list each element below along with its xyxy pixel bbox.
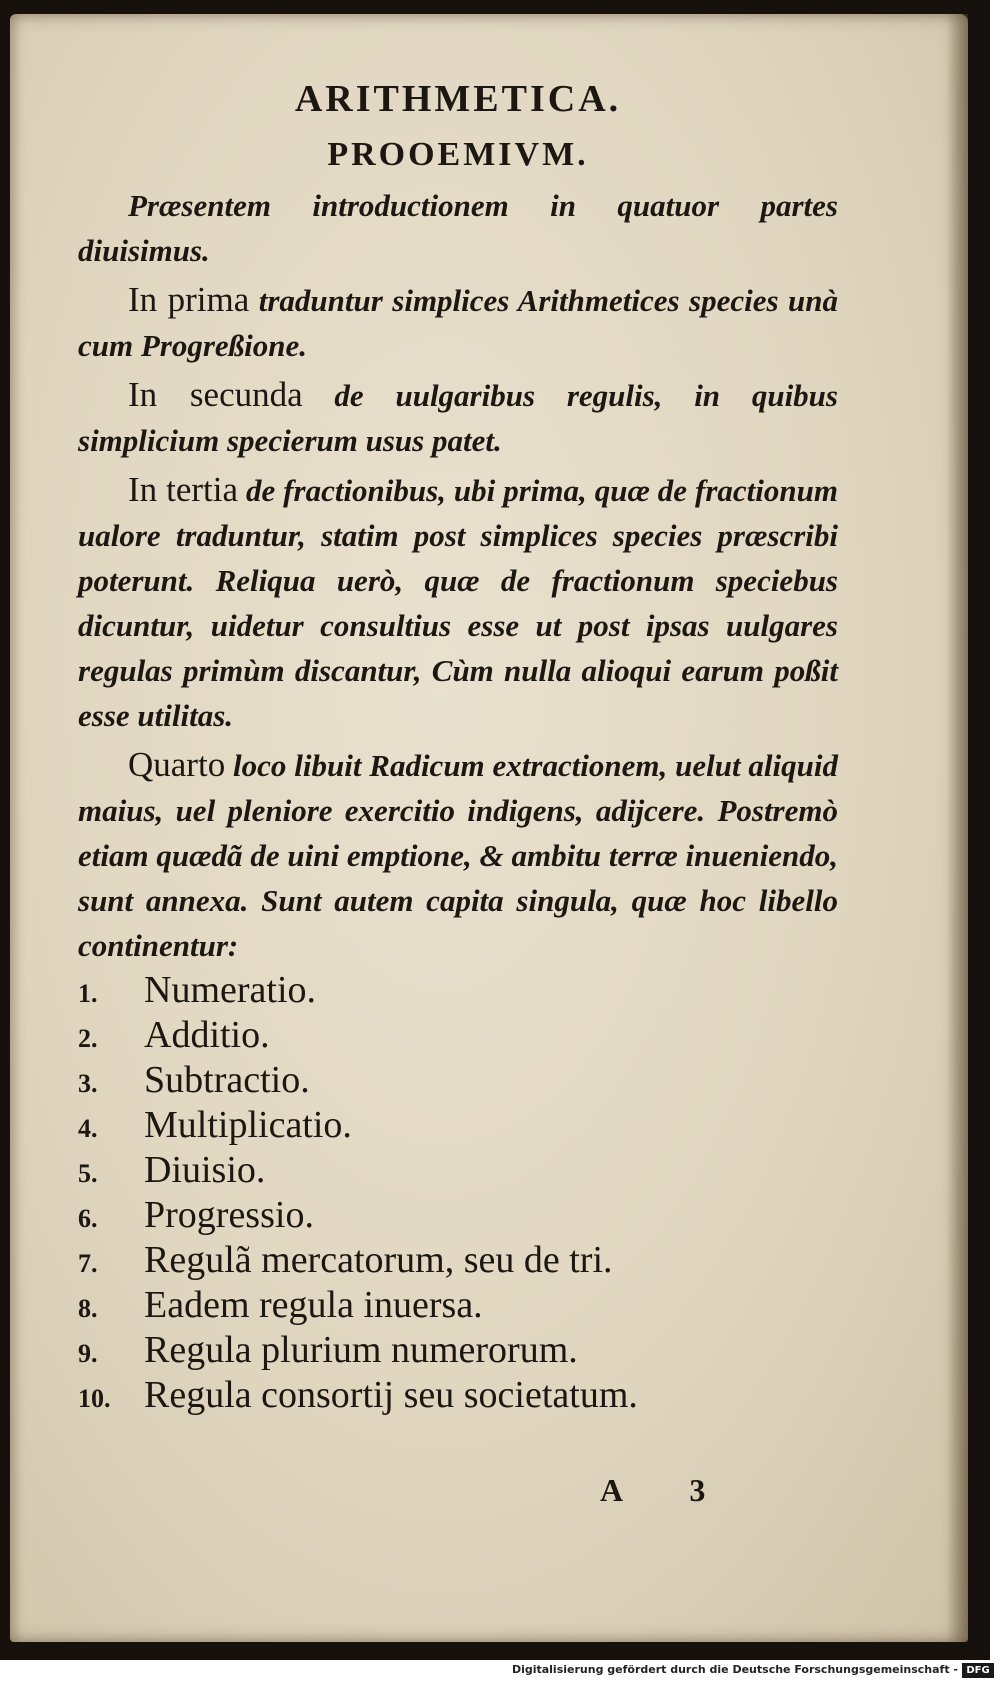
- signature-mark: A 3: [600, 1472, 736, 1508]
- paragraph-text: Præsentem introductionem in quatuor partes diuisimus.: [78, 188, 838, 268]
- list-item-number: 4.: [78, 1114, 98, 1143]
- page-text-block: [78, 70, 838, 1418]
- list-item: [78, 1238, 838, 1283]
- list-item-title: Regulã mercatorum, seu de tri.: [144, 1239, 613, 1281]
- list-item: [78, 1103, 838, 1148]
- list-item-number: 5.: [78, 1159, 98, 1188]
- list-item-title: Diuisio.: [144, 1149, 266, 1191]
- list-item-number: 7.: [78, 1249, 98, 1278]
- list-item-title: Multiplicatio.: [144, 1104, 352, 1146]
- paragraph-text: de uulgaribus regulis, in quibus simplicium specierum usus patet.: [78, 378, 838, 458]
- paragraph-text: loco libuit Radicum extractionem, uelut aliquid maius, uel pleniore exercitio indigens, adijcere. Postremò etiam quædã de uini emptione, & ambitu terræ inueniendo, sunt annexa. Sunt autem capita singula, quæ hoc libello continentur:: [78, 748, 838, 963]
- paragraph-lead: In secunda: [128, 375, 303, 414]
- list-item: [78, 968, 838, 1013]
- list-item-number: 6.: [78, 1204, 98, 1233]
- list-item-title: Progressio.: [144, 1194, 314, 1236]
- paragraph-secunda: [78, 372, 838, 463]
- running-head: ARITHMETICA.: [294, 78, 622, 120]
- footer-credit: Digitalisierung gefördert durch die Deutsche Forschungsgemeinschaft -: [511, 1663, 958, 1676]
- list-item-title: Regula consortij seu societatum.: [144, 1374, 638, 1416]
- dfg-logo-icon: DFG: [962, 1663, 994, 1678]
- paragraph-lead: In prima: [128, 280, 250, 319]
- list-item: [78, 1148, 838, 1193]
- list-item-number: 1.: [78, 979, 98, 1008]
- list-item-number: 10.: [78, 1384, 111, 1413]
- paragraph-prima: [78, 277, 838, 368]
- list-item-title: Additio.: [144, 1014, 270, 1056]
- list-item-title: Eadem regula inuersa.: [144, 1284, 483, 1326]
- paragraph-quarto: [78, 742, 838, 968]
- list-item-number: 8.: [78, 1294, 98, 1323]
- list-item: [78, 1328, 838, 1373]
- paragraph-lead: In tertia: [128, 470, 239, 509]
- paragraph-tertia: [78, 467, 838, 738]
- section-heading: PROOEMIVM.: [327, 136, 589, 173]
- list-item-title: Regula plurium numerorum.: [144, 1329, 578, 1371]
- list-item-number: 2.: [78, 1024, 98, 1053]
- list-item: [78, 1013, 838, 1058]
- list-item: [78, 1283, 838, 1328]
- contents-list: [78, 968, 838, 1418]
- list-item: [78, 1373, 838, 1418]
- paragraph-text: traduntur simplices Arithmetices species unà cum Progreßione.: [78, 283, 838, 363]
- list-item-number: 3.: [78, 1069, 98, 1098]
- list-item-title: Subtractio.: [144, 1059, 310, 1101]
- list-item-number: 9.: [78, 1339, 98, 1368]
- paragraph-text: de fractionibus, ubi prima, quæ de fractionum ualore traduntur, statim post simplices species præscribi poterunt. Reliqua uerò, quæ de fractionum speciebus dicuntur, uidetur consultius esse ut post ipsas uulgares regulas primùm discantur, Cùm nulla alioqui earum poßit esse utilitas.: [78, 473, 838, 733]
- list-item: [78, 1058, 838, 1103]
- list-item-title: Numeratio.: [144, 969, 317, 1011]
- footer-bar: [0, 1660, 1000, 1682]
- paragraph-intro: [78, 182, 838, 273]
- list-item: [78, 1193, 838, 1238]
- paragraph-lead: Quarto: [128, 745, 226, 784]
